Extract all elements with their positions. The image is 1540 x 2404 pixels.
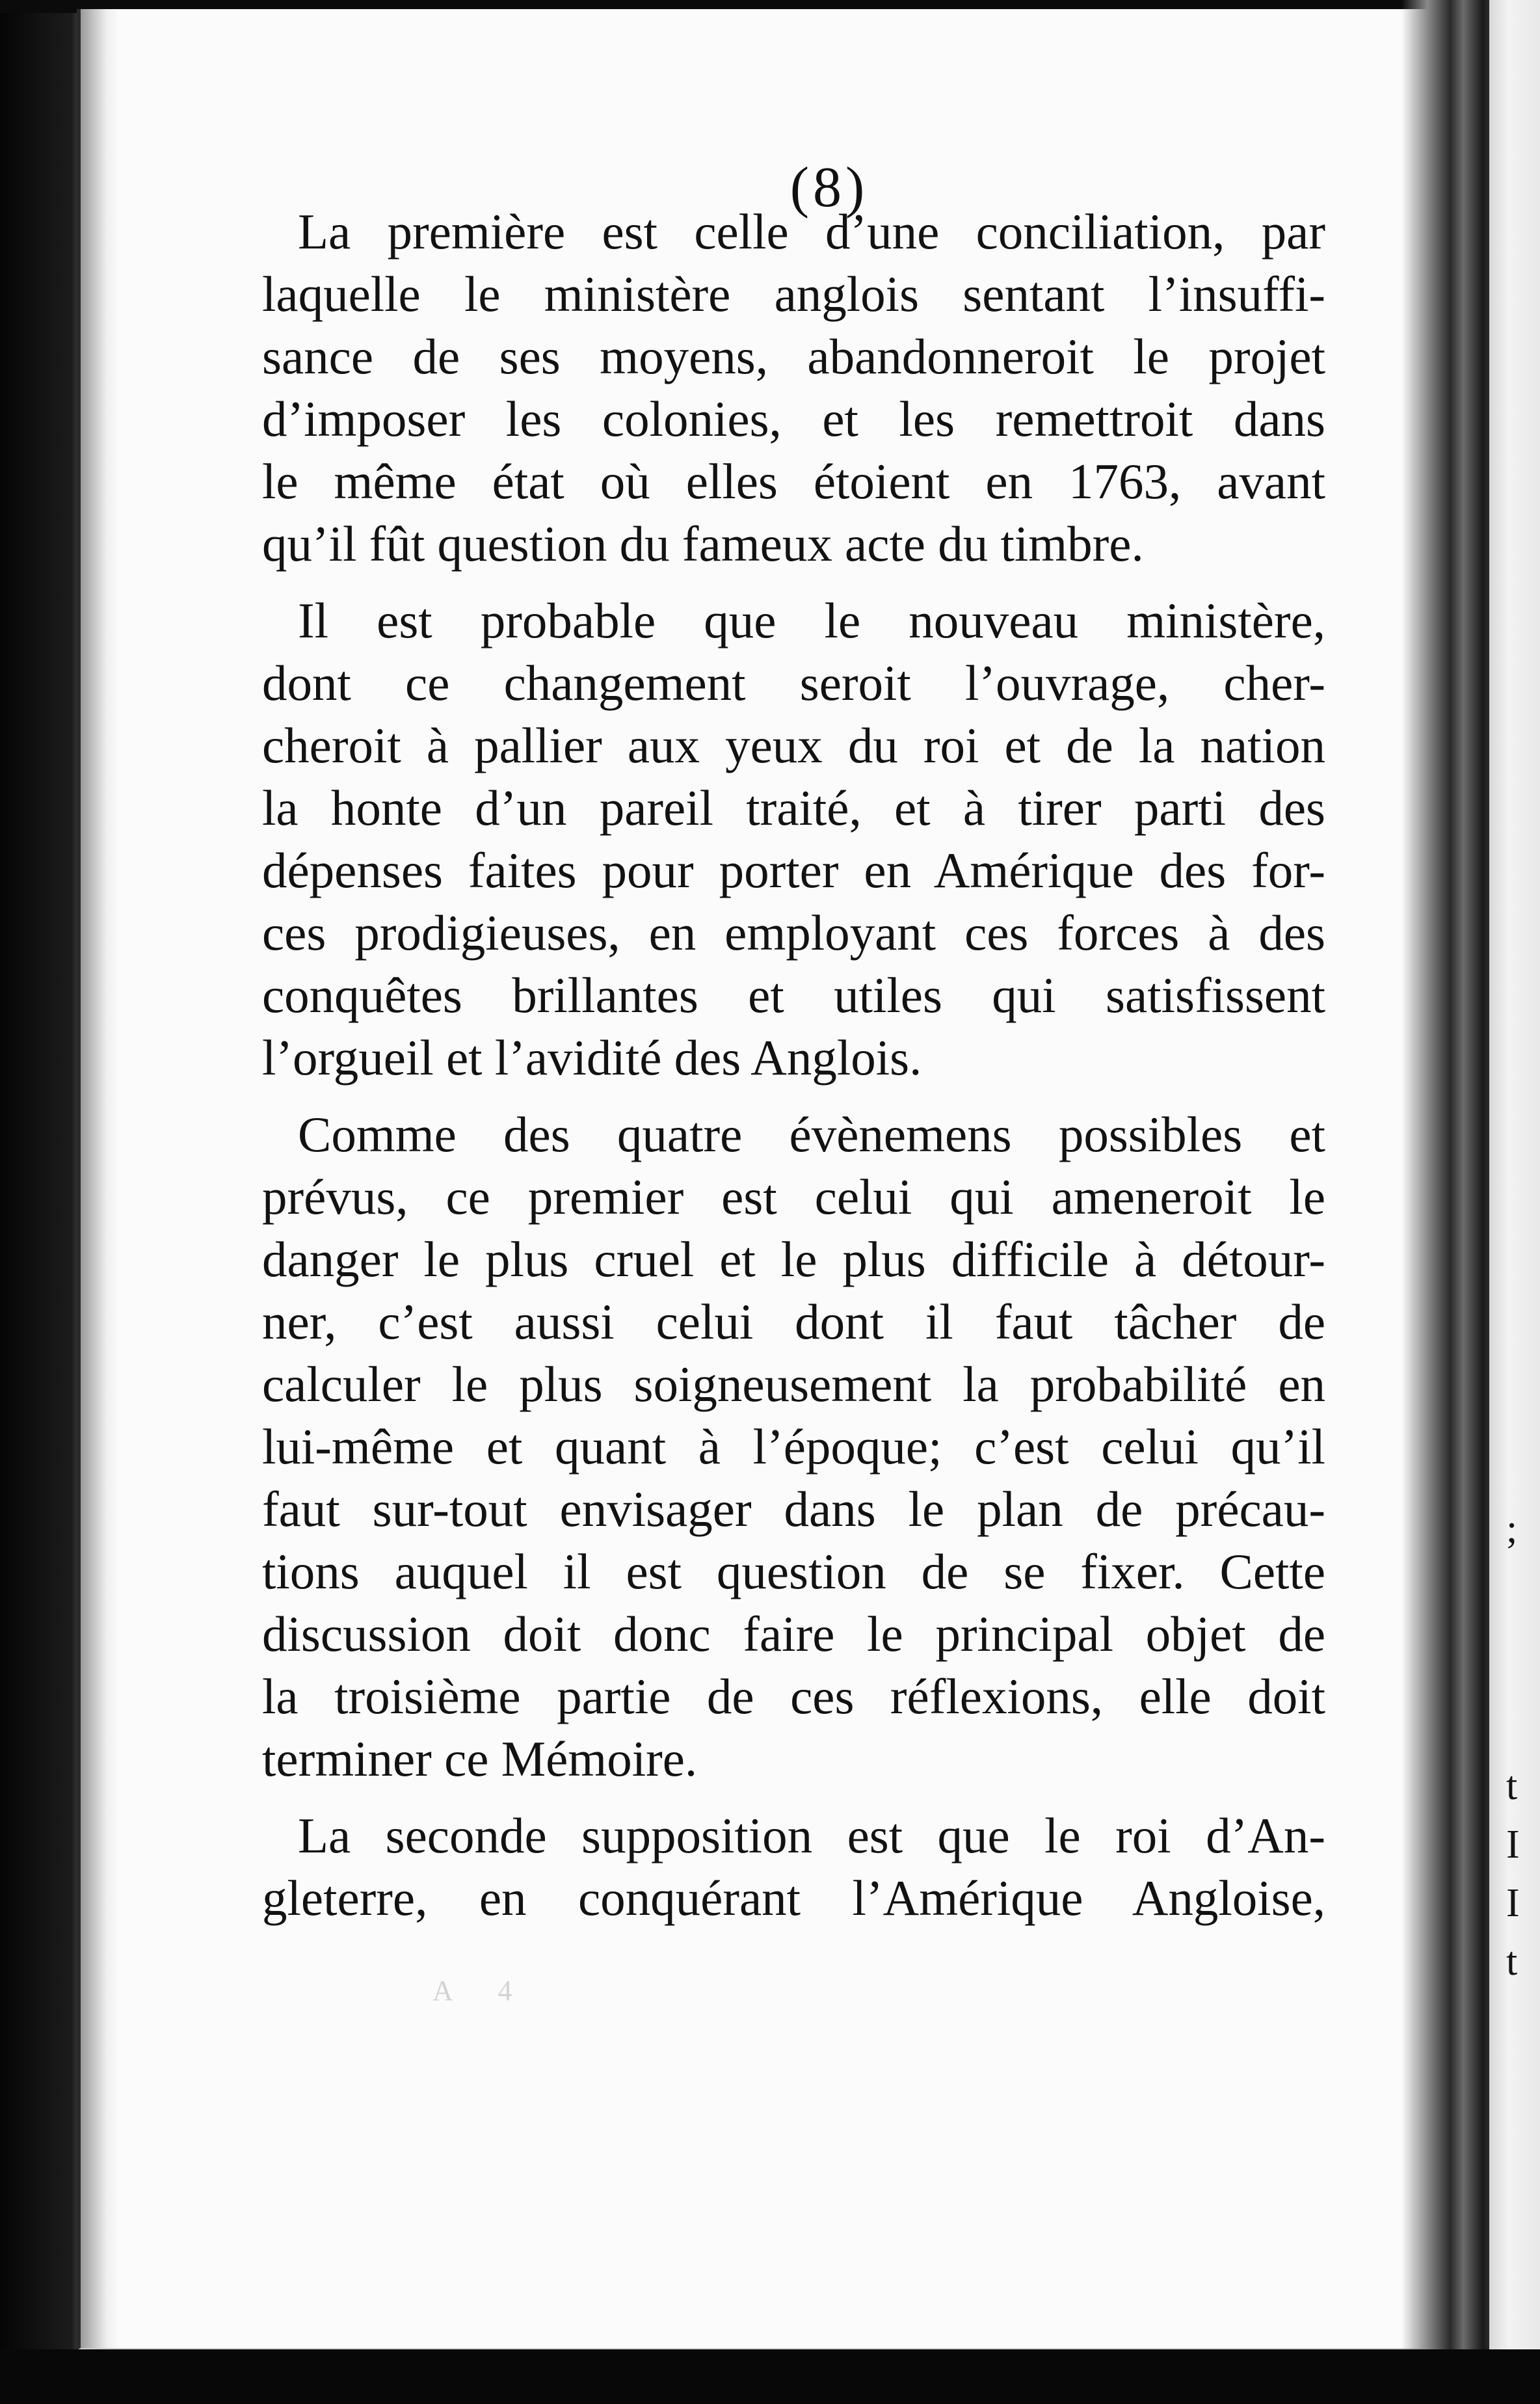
- text-line: tions auquel il est question de se fixer. Cette: [262, 1543, 1325, 1599]
- text-line: laquelle le ministère anglois sentant l’insuffi-: [262, 266, 1325, 322]
- next-page-edge: [1489, 0, 1540, 2404]
- text-line: dépenses faites pour porter en Amérique des for-: [262, 842, 1325, 898]
- next-page-fragment: I: [1506, 1823, 1520, 1867]
- text-line: La première est celle d’une conciliation, par: [298, 204, 1325, 260]
- paragraph-4: [207, 1804, 1325, 1929]
- text-line: dont ce changement seroit l’ouvrage, cher-: [262, 655, 1325, 711]
- text-line: conquêtes brillantes et utiles qui satisfissent: [262, 967, 1325, 1023]
- text-line: danger le plus cruel et le plus difficile à détour-: [262, 1231, 1325, 1287]
- text-line: cheroit à pallier aux yeux du roi et de la nation: [262, 717, 1325, 773]
- text-line: Comme des quatre évènemens possibles et: [298, 1106, 1325, 1162]
- next-page-fragment: ;: [1506, 1507, 1518, 1551]
- text-line: la honte d’un pareil traité, et à tirer parti des: [262, 780, 1325, 836]
- paragraph-1: [207, 200, 1325, 575]
- text-line: terminer ce Mémoire.: [262, 1731, 698, 1787]
- next-page-fragment: t: [1506, 1764, 1518, 1808]
- text-line: prévus, ce premier est celui qui ameneroit le: [262, 1169, 1325, 1225]
- text-line: sance de ses moyens, abandonneroit le projet: [262, 328, 1325, 384]
- text-line: d’imposer les colonies, et les remettroit dans: [262, 391, 1325, 447]
- printer-signature-mark: A 4: [432, 1975, 532, 2007]
- page-text: [207, 200, 1325, 1943]
- page-gutter: [1401, 0, 1493, 2404]
- text-line: faut sur-tout envisager dans le plan de précau-: [262, 1481, 1325, 1537]
- text-line: calculer le plus soigneusement la probabilité en: [262, 1356, 1325, 1412]
- next-page-fragment: I: [1506, 1881, 1520, 1925]
- page-number: (8): [790, 156, 869, 219]
- text-line: l’orgueil et l’avidité des Anglois.: [262, 1030, 922, 1086]
- scan-bottom-border: [0, 2349, 1540, 2404]
- text-line: lui-même et quant à l’époque; c’est celui qu’il: [262, 1419, 1325, 1475]
- text-line: gleterre, en conquérant l’Amérique Angloise,: [262, 1870, 1325, 1926]
- paragraph-3: [207, 1103, 1325, 1790]
- next-page-fragment: t: [1506, 1940, 1518, 1984]
- text-line: qu’il fût question du fameux acte du timbre.: [262, 516, 1144, 572]
- paragraph-2: [207, 589, 1325, 1089]
- text-line: discussion doit donc faire le principal objet de: [262, 1606, 1325, 1662]
- text-line: Il est probable que le nouveau ministère,: [298, 593, 1325, 648]
- text-line: la troisième partie de ces réflexions, elle doit: [262, 1668, 1325, 1724]
- text-line: ces prodigieuses, en employant ces forces à des: [262, 905, 1325, 961]
- text-line: La seconde supposition est que le roi d’An-: [298, 1808, 1325, 1863]
- text-line: ner, c’est aussi celui dont il faut tâcher de: [262, 1294, 1325, 1350]
- text-line: le même état où elles étoient en 1763, avant: [262, 453, 1325, 509]
